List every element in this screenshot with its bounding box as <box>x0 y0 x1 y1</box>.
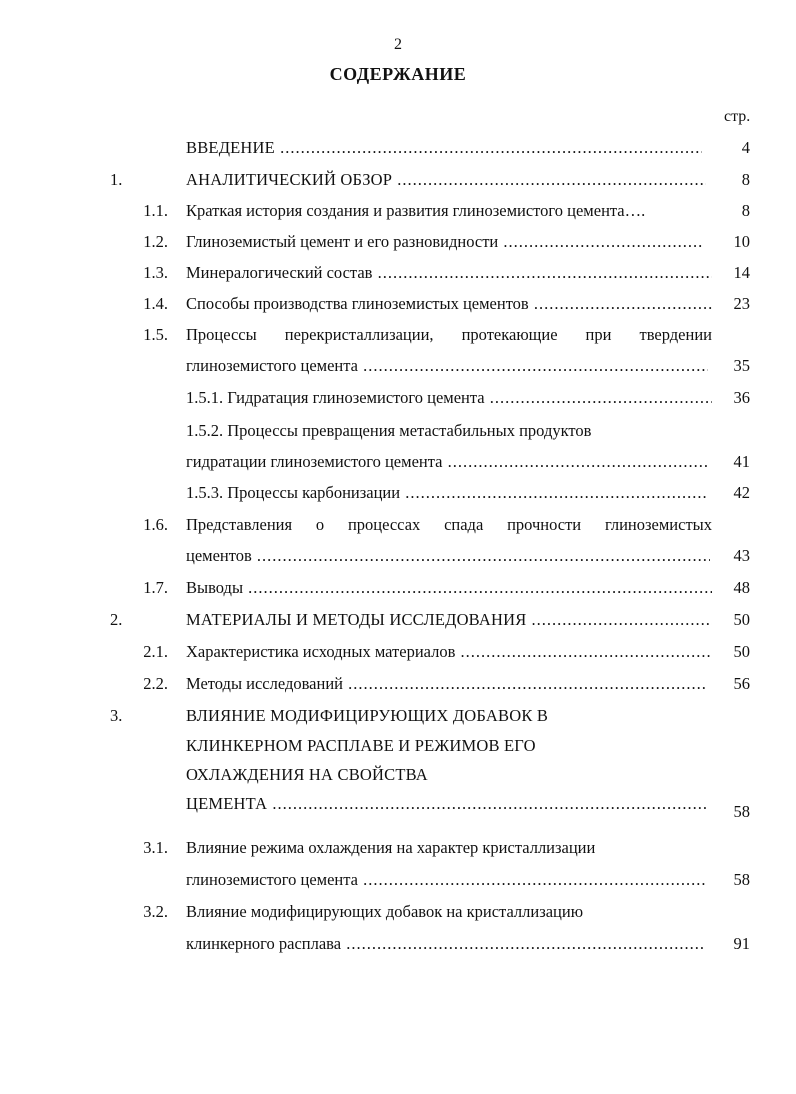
toc-entry-number: 3. <box>110 706 123 725</box>
toc-entry-number: 2.1. <box>143 642 168 661</box>
toc-entry-number: 1.7. <box>143 578 168 597</box>
toc-entry-page: 58 <box>733 802 750 821</box>
toc-entry-page: 8 <box>741 201 750 220</box>
toc-entry-page: 8 <box>741 170 750 189</box>
toc-entry-number: 3.1. <box>143 838 168 857</box>
toc-entry-page: 91 <box>733 934 750 953</box>
toc-entry-page: 58 <box>733 870 750 889</box>
toc-entry-number: 2. <box>110 610 123 629</box>
toc-entry <box>0 576 796 600</box>
toc-entry-continuation <box>0 734 796 758</box>
toc-entry-number: 2.2. <box>143 674 168 693</box>
toc-entry-title: глиноземистого цемента ..... <box>186 868 706 892</box>
toc-entry-title: МАТЕРИАЛЫ И МЕТОДЫ ИССЛЕДОВАНИЯ ..... <box>186 608 712 632</box>
toc-entry-number: 3.2. <box>143 902 168 921</box>
toc-entry-title: Влияние модифицирующих добавок на кристаллизацию <box>186 902 584 921</box>
toc-entry-title: АНАЛИТИЧЕСКИЙ ОБЗОР ..... <box>186 168 706 192</box>
toc-entry-title: Выводы ..... <box>186 576 712 600</box>
toc-entry-title: Глиноземистый цемент и его разновидности ..... <box>186 230 702 254</box>
toc-entry <box>0 230 796 254</box>
toc-entry <box>0 640 796 664</box>
toc-entry-page: 50 <box>733 642 750 661</box>
toc-entry-continuation <box>0 792 796 821</box>
toc-entry <box>0 292 796 316</box>
toc-entry-title: гидратации глиноземистого цемента ..... <box>186 450 708 474</box>
toc-entry-title: ВВЕДЕНИЕ ..... <box>186 136 702 160</box>
toc-entry-continuation <box>0 354 796 378</box>
toc-entry-continuation <box>0 544 796 568</box>
toc-entry <box>0 608 796 632</box>
toc-entry-page: 10 <box>733 232 750 251</box>
toc-entry-title: Методы исследований ..... <box>186 672 706 696</box>
toc-entry-title: 1.5.1. Гидратация глиноземистого цемента ..... <box>186 386 712 410</box>
toc-entry <box>0 419 796 443</box>
toc-entry <box>0 199 796 223</box>
toc-entry-number: 1. <box>110 170 123 189</box>
toc-entry <box>0 704 796 728</box>
toc-entry-page: 35 <box>733 356 750 375</box>
toc-entry-title: ЦЕМЕНТА ..... <box>186 792 708 816</box>
toc-entry-title: Минералогический состав ..... <box>186 261 712 285</box>
toc-entry-page: 56 <box>733 674 750 693</box>
toc-entry-number: 1.1. <box>143 201 168 220</box>
toc-entry-continuation <box>0 868 796 892</box>
toc-entry <box>0 481 796 505</box>
toc-entry-page: 41 <box>733 452 750 471</box>
toc-entry-page: 43 <box>733 546 750 565</box>
toc-entry <box>0 386 796 410</box>
toc-entry-title: Влияние режима охлаждения на характер кристаллизации <box>186 838 596 857</box>
toc-entry <box>0 168 796 192</box>
toc-entry-title: ВЛИЯНИЕ МОДИФИЦИРУЮЩИХ ДОБАВОК В <box>186 706 549 725</box>
toc-entry-title: Краткая история создания и развития глиноземистого цемента…. <box>186 201 646 220</box>
toc-entry-title: Способы производства глиноземистых цементов ..... <box>186 292 712 316</box>
toc-entry-continuation <box>0 932 796 956</box>
toc-entry-title: 1.5.3. Процессы карбонизации ..... <box>186 481 708 505</box>
toc-entry-page: 48 <box>733 578 750 597</box>
toc-entry <box>0 900 796 924</box>
toc-entry-number: 1.5. <box>143 325 168 344</box>
toc-entry <box>0 261 796 285</box>
toc-entry-page: 4 <box>741 138 750 157</box>
toc-entry-title: Процессы перекристаллизации, протекающие при твердении <box>186 325 712 344</box>
toc-entry <box>0 836 796 860</box>
toc-entry-title: Характеристика исходных материалов ..... <box>186 640 712 664</box>
toc-entry <box>0 672 796 696</box>
toc-entry-title: цементов ..... <box>186 544 710 568</box>
toc-entry-title: 1.5.2. Процессы превращения метастабильных продуктов <box>186 421 592 440</box>
toc-entry-page: 50 <box>733 610 750 629</box>
toc-entry-page: 36 <box>733 388 750 407</box>
toc-entry <box>0 136 796 160</box>
toc-entry-page: 23 <box>733 294 750 313</box>
toc-entry-page: 42 <box>733 483 750 502</box>
toc-entry-number: 1.2. <box>143 232 168 251</box>
toc-entry-title: КЛИНКЕРНОМ РАСПЛАВЕ И РЕЖИМОВ ЕГО <box>186 736 536 755</box>
toc-entry-title: глиноземистого цемента ..... <box>186 354 708 378</box>
page-column-header: стр. <box>724 108 751 125</box>
toc-entry-number: 1.3. <box>143 263 168 282</box>
toc-entry-title: клинкерного расплава ..... <box>186 932 706 956</box>
toc-entry-number: 1.6. <box>143 515 168 534</box>
toc-entry <box>0 323 796 347</box>
page-number: 2 <box>394 36 402 53</box>
toc-entry-page: 14 <box>733 263 750 282</box>
toc-entry-number: 1.4. <box>143 294 168 313</box>
toc-entry-title: ОХЛАЖДЕНИЯ НА СВОЙСТВА <box>186 765 428 784</box>
toc-entry-continuation <box>0 450 796 474</box>
toc-entry-continuation <box>0 763 796 787</box>
toc-entry-title: Представления о процессах спада прочности глиноземистых <box>186 515 712 534</box>
toc-entry <box>0 513 796 537</box>
page-title: СОДЕРЖАНИЕ <box>329 64 467 84</box>
